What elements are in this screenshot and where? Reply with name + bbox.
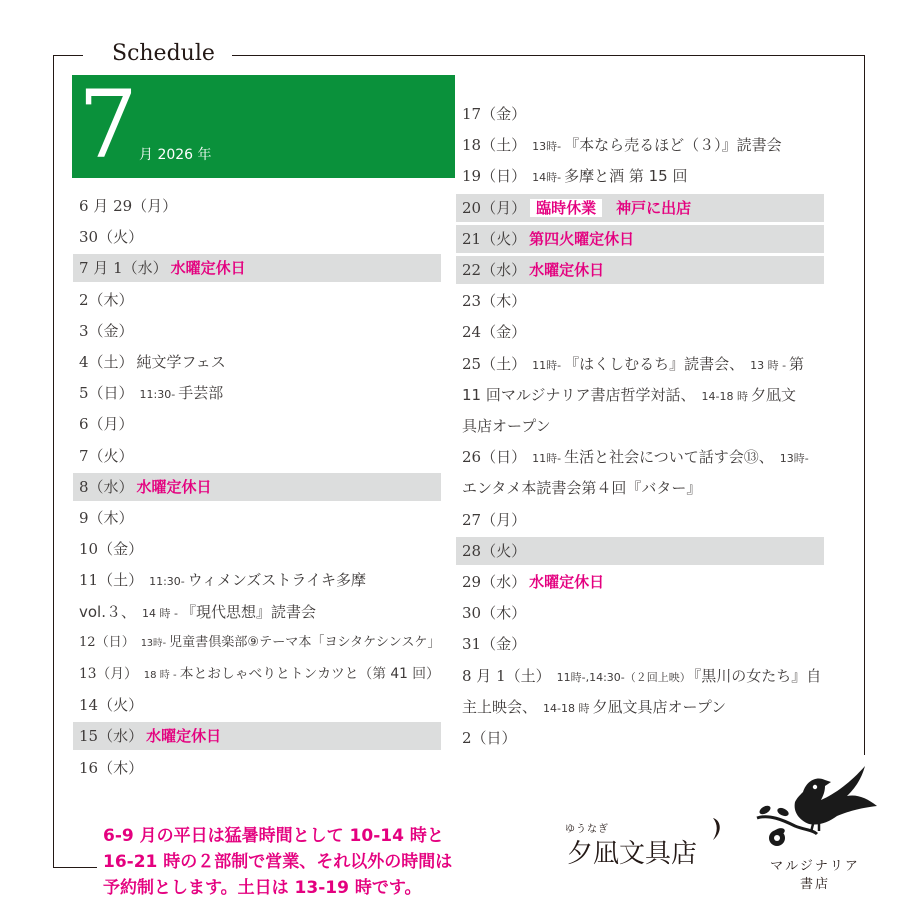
schedule-event: 生活と社会について話す会⑬、 (564, 448, 774, 467)
closed-day-label: 水曜定休日 (136, 477, 212, 496)
schedule-time: 14-18 時 (701, 389, 748, 403)
schedule-row (456, 256, 824, 284)
schedule-row (456, 162, 824, 190)
schedule-time: 14-18 時 (543, 701, 590, 715)
month-year-label: 月 2026 年 (139, 147, 212, 163)
schedule-date: 19（日） (462, 167, 527, 186)
schedule-row (456, 506, 824, 534)
schedule-row-continuation (456, 693, 824, 721)
schedule-date: 8（水） (79, 477, 134, 496)
frame-top-right-line (232, 55, 864, 56)
schedule-time: 14時- (532, 171, 562, 185)
schedule-row (73, 660, 441, 688)
schedule-date: 12（日） (79, 634, 135, 650)
schedule-row (73, 566, 441, 594)
schedule-row (73, 473, 441, 501)
schedule-date: 22（水） (462, 261, 527, 279)
yunagi-name: 夕凪文具店 (567, 839, 698, 869)
schedule-date: 30（火） (79, 228, 144, 247)
closed-day-label: 水曜定休日 (529, 573, 605, 591)
schedule-event: 手芸部 (178, 384, 224, 403)
schedule-event: 夕凪文 (750, 385, 796, 404)
schedule-date: 8 月 1（土） (462, 666, 551, 685)
schedule-row (73, 754, 441, 782)
schedule-date: 3（金） (79, 321, 134, 340)
schedule-event: 夕凪文具店オープン (592, 697, 727, 716)
schedule-row (456, 131, 824, 159)
marginalia-name (755, 858, 875, 894)
schedule-continuation-text: vol.３、 (79, 602, 136, 621)
schedule-event: 『はくしむるち』読書会、 (564, 354, 745, 373)
schedule-date: 11（土） (79, 571, 144, 590)
schedule-date: 6（月） (79, 415, 134, 434)
notice-line: 6-9 月の平日は猛暑時間として 10-14 時と (103, 826, 444, 846)
schedule-event: 『現代思想』読書会 (180, 602, 316, 621)
schedule-date: 21（火） (462, 229, 527, 248)
marginalia-name-line: マルジナリア (770, 859, 860, 874)
schedule-continuation-text: エンタメ本読書会第４回『バター』 (462, 479, 702, 498)
schedule-event: 純文学フェス (136, 353, 226, 371)
schedule-row (456, 318, 824, 346)
schedule-time: 14 時 - (142, 606, 178, 620)
schedule-date: 18（土） (462, 136, 527, 155)
schedule-event: 多摩と酒 第 15 回 (564, 167, 688, 186)
notice-line: 予約制とします。土日は 13-19 時です。 (103, 878, 422, 898)
schedule-row-continuation (456, 381, 824, 409)
schedule-row (456, 100, 824, 128)
schedule-row (456, 225, 824, 253)
business-hours-notice (103, 823, 452, 901)
schedule-time: 13時- (140, 637, 167, 649)
schedule-continuation-text: 主上映会、 (462, 697, 538, 716)
schedule-date: 31（金） (462, 635, 527, 654)
yunagi-logo (565, 820, 725, 875)
schedule-date: 2（木） (79, 290, 134, 309)
closed-day-label: 第四火曜定休日 (529, 229, 635, 248)
schedule-time: 11時- (532, 358, 562, 372)
schedule-row (73, 410, 441, 438)
schedule-row (73, 535, 441, 563)
frame-right-line (864, 55, 865, 755)
schedule-time: 11:30- (149, 575, 185, 589)
closed-day-label: 水曜定休日 (529, 261, 605, 279)
schedule-time: 13時- (532, 140, 562, 154)
schedule-date: 2（日） (462, 729, 517, 747)
schedule-date: 20（月） (462, 198, 527, 217)
schedule-event: 『黒川の女たち』自 (693, 666, 822, 685)
schedule-date: 4（土） (79, 353, 134, 371)
schedule-row (456, 443, 824, 471)
schedule-date: 28（火） (462, 541, 527, 560)
month-header (72, 71, 455, 180)
bird-on-branch-icon (755, 758, 895, 858)
schedule-row (456, 630, 824, 658)
schedule-row (73, 442, 441, 470)
schedule-row (73, 348, 441, 376)
schedule-row-continuation (456, 474, 824, 502)
schedule-row (456, 350, 824, 378)
marginalia-name-line: 書店 (799, 877, 830, 892)
schedule-date: 13（月） (79, 666, 138, 682)
schedule-date: 29（水） (462, 573, 527, 591)
schedule-time: 11時- (532, 452, 562, 466)
schedule-date: 10（金） (79, 540, 144, 559)
marginalia-logo (755, 758, 895, 898)
schedule-date: 17（金） (462, 105, 527, 123)
schedule-event: 本とおしゃべりとトンカツと（第 41 回） (179, 666, 440, 682)
schedule-date: 9（木） (79, 509, 134, 527)
schedule-date: 25（土） (462, 354, 527, 373)
schedule-time: 11時-,14:30-（２回上映） (556, 670, 691, 684)
frame-bottom-line (53, 867, 97, 868)
schedule-date: 24（金） (462, 323, 527, 342)
schedule-date: 30（木） (462, 604, 527, 623)
schedule-date: 6 月 29（月） (79, 197, 178, 215)
schedule-date: 23（木） (462, 292, 527, 311)
crescent-moon-icon (705, 816, 727, 842)
schedule-date: 5（日） (79, 384, 134, 403)
notice-line: 16-21 時の２部制で営業、それ以外の時間は (103, 852, 453, 872)
schedule-date: 7（火） (79, 446, 134, 465)
schedule-row (456, 287, 824, 315)
schedule-row (73, 192, 441, 220)
schedule-date: 27（月） (462, 510, 527, 529)
schedule-row (456, 662, 824, 690)
schedule-row (73, 629, 441, 657)
special-event-label: 神戸に出店 (616, 198, 692, 217)
schedule-time: 13 時 - (750, 358, 787, 372)
schedule-event: ウィメンズストライキ多摩 (187, 571, 366, 590)
schedule-date: 15（水） (79, 727, 144, 746)
schedule-row (456, 568, 824, 596)
schedule-row (456, 194, 824, 222)
section-title: Schedule (112, 41, 215, 66)
schedule-continuation-text: 11 回マルジナリア書店哲学対話、 (462, 385, 696, 404)
schedule-time: 11:30- (139, 388, 176, 402)
schedule-date: 26（日） (462, 448, 527, 467)
schedule-row-continuation (456, 412, 824, 440)
frame-left-line (53, 55, 54, 867)
schedule-row (73, 286, 441, 314)
schedule-row (73, 379, 441, 407)
schedule-date: 14（火） (79, 696, 144, 715)
schedule-row (73, 317, 441, 345)
schedule-row (73, 722, 441, 750)
schedule-event: 『本なら売るほど（３）』読書会 (564, 136, 782, 155)
schedule-event: 児童書倶楽部⑨テーマ本「ヨシタケシンスケ」 (169, 634, 441, 650)
schedule-row (456, 724, 824, 752)
schedule-row (73, 504, 441, 532)
closed-day-label: 水曜定休日 (146, 727, 222, 746)
frame-top-left-line (53, 55, 83, 56)
schedule-time: 13時- (779, 452, 809, 466)
schedule-row (73, 254, 441, 282)
schedule-row (456, 537, 824, 565)
schedule-row (73, 223, 441, 251)
schedule-continuation-text: 具店オープン (462, 417, 551, 435)
schedule-date: 16（木） (79, 758, 144, 777)
schedule-row-continuation (73, 598, 441, 626)
month-number: 7 (78, 71, 138, 180)
schedule-time: 18 時 - (143, 670, 177, 681)
yunagi-ruby: ゆうなぎ (565, 824, 609, 835)
schedule-row (456, 599, 824, 627)
closed-day-label: 臨時休業 (530, 199, 602, 217)
schedule-event: 第 (789, 354, 805, 373)
schedule-row (73, 691, 441, 719)
schedule-date: 7 月 1（水） (79, 259, 168, 278)
closed-day-label: 水曜定休日 (170, 259, 246, 278)
